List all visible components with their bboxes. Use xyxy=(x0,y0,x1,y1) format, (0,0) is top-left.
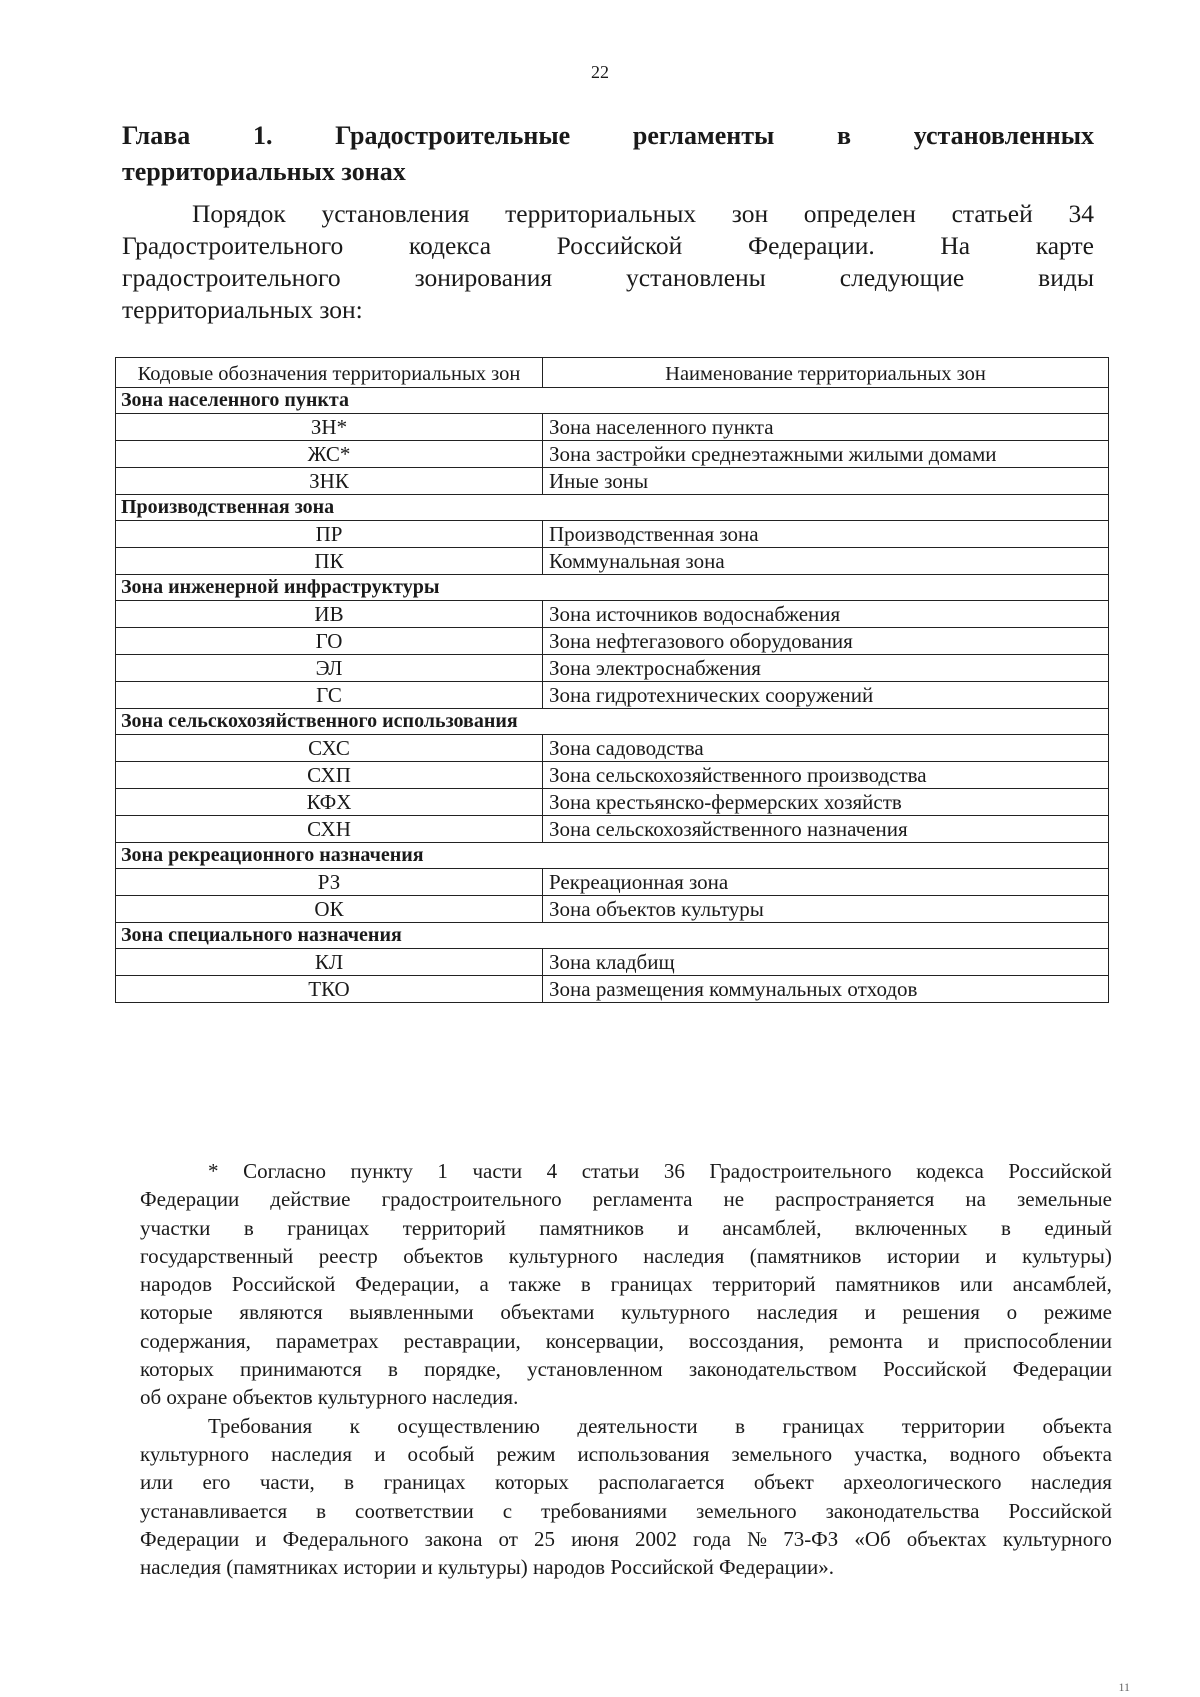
note-word: объекта xyxy=(1042,1413,1112,1438)
note-word: или xyxy=(959,1272,993,1297)
zone-group-title: Зона инженерной инфраструктуры xyxy=(116,575,1109,601)
zone-code: ЭЛ xyxy=(116,655,543,682)
note-word: которых xyxy=(495,1470,569,1495)
intro-word: территориальных xyxy=(505,199,697,228)
zone-name: Зона сельскохозяйственного производства xyxy=(543,762,1109,789)
note-word: и xyxy=(985,1243,997,1268)
note-word: и xyxy=(374,1441,386,1466)
note-word: и xyxy=(677,1215,689,1240)
note-word: (памятников xyxy=(749,1243,862,1268)
note-line xyxy=(140,1214,1112,1242)
zone-group-row xyxy=(116,843,1109,869)
note-word: культуры) xyxy=(1022,1243,1112,1268)
note-word: распространяется xyxy=(775,1187,935,1212)
zone-code: ЗН* xyxy=(116,414,543,441)
note-word: кодекса xyxy=(916,1159,984,1183)
intro-word: следующие xyxy=(839,263,965,292)
note-word: ансамблей, xyxy=(1012,1272,1112,1297)
zone-code: ГО xyxy=(116,628,543,655)
intro-line xyxy=(122,230,1094,262)
note-word: и xyxy=(927,1328,939,1353)
note-word: участка, xyxy=(854,1441,928,1466)
intro-word: кодекса xyxy=(408,231,492,260)
note-word: «Об xyxy=(854,1526,891,1551)
note-word: в xyxy=(243,1215,254,1240)
note-word: воссоздания, xyxy=(688,1328,805,1353)
note-line xyxy=(140,1355,1112,1383)
note-word: принимаются xyxy=(240,1357,362,1382)
note-word: закона xyxy=(424,1526,483,1551)
note-word: на xyxy=(965,1187,986,1212)
zone-code: КФХ xyxy=(116,789,543,816)
note-word: года xyxy=(693,1526,732,1551)
note-word: Федерации xyxy=(140,1187,240,1212)
note-line xyxy=(140,1497,1112,1525)
note-word: наследия xyxy=(643,1243,725,1268)
zone-name: Зона объектов культуры xyxy=(543,896,1109,923)
note-word: градостроительного xyxy=(381,1187,562,1212)
intro-word: виды xyxy=(1038,263,1094,292)
note-word: регламента xyxy=(592,1187,693,1212)
zone-code: СХП xyxy=(116,762,543,789)
table-row xyxy=(116,949,1109,976)
note-word: пункту xyxy=(350,1159,413,1183)
note-word: Российской xyxy=(231,1272,336,1297)
note-word: законодательства xyxy=(825,1498,980,1523)
note-word: наследия xyxy=(1030,1470,1112,1495)
table-row xyxy=(116,789,1109,816)
zone-group-title: Зона специального назначения xyxy=(116,923,1109,949)
zone-name: Производственная зона xyxy=(543,521,1109,548)
note-word: наследия xyxy=(756,1300,838,1325)
note-word: консервации, xyxy=(545,1328,664,1353)
note-word: 25 xyxy=(534,1526,555,1551)
note-word: а xyxy=(479,1272,489,1297)
note-word: в xyxy=(580,1272,591,1297)
intro-line xyxy=(122,198,1094,230)
table-row xyxy=(116,869,1109,896)
note-word: объект xyxy=(753,1470,814,1495)
note-line xyxy=(140,1298,1112,1326)
note-word: в xyxy=(344,1470,355,1495)
intro-line: территориальных зон: xyxy=(122,295,363,324)
note-word: в xyxy=(1001,1215,1011,1240)
zone-name: Зона электроснабжения xyxy=(543,655,1109,682)
note-word: его xyxy=(202,1470,231,1495)
zone-group-row xyxy=(116,388,1109,414)
note-word: устанавливается xyxy=(140,1498,288,1523)
table-row xyxy=(116,735,1109,762)
table-row xyxy=(116,655,1109,682)
zone-group-title: Зона населенного пункта xyxy=(116,388,1109,414)
table-row xyxy=(116,468,1109,495)
note-word: 73-ФЗ xyxy=(783,1526,839,1551)
intro-word: Порядок xyxy=(192,199,286,228)
note-word: Градостроительного xyxy=(709,1159,892,1183)
note-word: особый xyxy=(407,1441,475,1466)
note-word: 36 xyxy=(663,1159,685,1183)
table-row xyxy=(116,682,1109,709)
chapter-word: регламенты xyxy=(632,121,775,150)
note-word: * xyxy=(208,1159,219,1183)
note-word: июня xyxy=(571,1526,619,1551)
note-word: объектами xyxy=(500,1300,595,1325)
table-row xyxy=(116,762,1109,789)
table-row xyxy=(116,601,1109,628)
corner-mark: 11 xyxy=(1118,1680,1130,1694)
note-word: соответствии xyxy=(355,1498,474,1523)
note-word: Федерации, xyxy=(355,1272,460,1297)
note-word: археологического xyxy=(843,1470,1002,1495)
footnote-line: об охране объектов культурного наследия. xyxy=(140,1385,519,1410)
note-word: и xyxy=(255,1526,267,1551)
note-word: порядке, xyxy=(424,1357,501,1382)
note-word: объектов xyxy=(403,1243,484,1268)
chapter-word: Глава xyxy=(122,121,191,150)
note-line xyxy=(140,1468,1112,1496)
note-word: народов xyxy=(140,1272,213,1297)
note-word: Российской xyxy=(1008,1159,1112,1183)
table-header-row xyxy=(116,358,1109,388)
note-word: ремонта xyxy=(829,1328,903,1353)
note-word: режиме xyxy=(1043,1300,1112,1325)
table-row xyxy=(116,628,1109,655)
note-word: границах xyxy=(782,1413,865,1438)
note-word: объекта xyxy=(1042,1441,1112,1466)
zone-name: Зона населенного пункта xyxy=(543,414,1109,441)
note-word: или xyxy=(140,1470,173,1495)
note-word: Требования xyxy=(208,1413,313,1438)
zone-code: ГС xyxy=(116,682,543,709)
intro-word: установления xyxy=(321,199,470,228)
note-word: Федерального xyxy=(282,1526,409,1551)
note-line xyxy=(140,1440,1112,1468)
note-word: Федерации xyxy=(1012,1357,1112,1382)
zone-code: ТКО xyxy=(116,976,543,1003)
note-word: границах xyxy=(383,1470,466,1495)
zone-group-row xyxy=(116,709,1109,735)
note-word: Согласно xyxy=(243,1159,326,1183)
note-word: объектах xyxy=(906,1526,987,1551)
note-line xyxy=(140,1270,1112,1298)
zone-name: Зона кладбищ xyxy=(543,949,1109,976)
chapter-word: в xyxy=(837,121,852,150)
note-word: статьи xyxy=(581,1159,640,1183)
note-word: в xyxy=(735,1413,745,1438)
note-word: территорий xyxy=(712,1272,816,1297)
zone-name: Рекреационная зона xyxy=(543,869,1109,896)
zone-name: Иные зоны xyxy=(543,468,1109,495)
zone-code: КЛ xyxy=(116,949,543,976)
table-row xyxy=(116,548,1109,575)
zone-code: СХС xyxy=(116,735,543,762)
note-word: не xyxy=(723,1187,745,1212)
note-word: к xyxy=(349,1413,360,1438)
note-word: решения xyxy=(902,1300,980,1325)
footnotes xyxy=(140,1157,1112,1581)
chapter-word: Градостроительные xyxy=(335,121,571,150)
note-word: культурного xyxy=(140,1441,249,1466)
note-word: требованиями xyxy=(540,1498,668,1523)
zone-group-title: Производственная зона xyxy=(116,495,1109,521)
chapter-title-line-1 xyxy=(122,118,1094,154)
zone-name: Зона крестьянско-фермерских хозяйств xyxy=(543,789,1109,816)
zone-code: ПК xyxy=(116,548,543,575)
note-word: № xyxy=(747,1526,768,1551)
note-line xyxy=(140,1242,1112,1270)
zone-code: ОК xyxy=(116,896,543,923)
note-word: памятников xyxy=(539,1215,645,1240)
note-word: с xyxy=(502,1498,513,1523)
intro-word: зон xyxy=(731,199,769,228)
header-code: Кодовые обозначения территориальных зон xyxy=(116,358,543,388)
note-word: границах xyxy=(287,1215,370,1240)
zone-name: Зона садоводства xyxy=(543,735,1109,762)
zone-name: Зона нефтегазового оборудования xyxy=(543,628,1109,655)
note-line xyxy=(140,1157,1112,1185)
note-word: Российской xyxy=(883,1357,987,1382)
note-word: являются xyxy=(239,1300,323,1325)
zone-name: Коммунальная зона xyxy=(543,548,1109,575)
intro-paragraph xyxy=(122,198,1094,326)
intro-word: Градостроительного xyxy=(122,231,344,260)
table-row xyxy=(116,816,1109,843)
note-word: включенных xyxy=(855,1215,968,1240)
zone-name: Зона гидротехнических сооружений xyxy=(543,682,1109,709)
zone-group-title: Зона сельскохозяйственного использования xyxy=(116,709,1109,735)
table-row xyxy=(116,414,1109,441)
note-word: в xyxy=(387,1357,398,1382)
note-word: режим xyxy=(496,1441,556,1466)
note-word: о xyxy=(1006,1300,1018,1325)
note-word: в xyxy=(316,1498,327,1523)
note-word: использования xyxy=(577,1441,710,1466)
chapter-word: установленных xyxy=(913,121,1094,150)
note-word: части, xyxy=(259,1470,315,1495)
note-line xyxy=(140,1412,1112,1440)
note-line xyxy=(140,1525,1112,1553)
chapter-title xyxy=(122,118,1094,190)
note-word: которые xyxy=(140,1300,213,1325)
note-word: части xyxy=(472,1159,523,1183)
zone-group-title: Зона рекреационного назначения xyxy=(116,843,1109,869)
note-word: 4 xyxy=(546,1159,558,1183)
intro-word: карте xyxy=(1035,231,1094,260)
page-number: 22 xyxy=(591,62,609,82)
note-word: Федерации xyxy=(140,1526,240,1551)
note-word: наследия xyxy=(271,1441,353,1466)
zones-table xyxy=(115,357,1109,1003)
note-word: которых xyxy=(140,1357,214,1382)
footnote-paragraph xyxy=(140,1157,1112,1383)
note-word: выявленными xyxy=(349,1300,474,1325)
note-word: культурного xyxy=(621,1300,731,1325)
zone-group-row xyxy=(116,495,1109,521)
intro-word: Российской xyxy=(556,231,683,260)
note-word: земельного xyxy=(696,1498,797,1523)
note-word: земельные xyxy=(1017,1187,1112,1212)
intro-word: градостроительного xyxy=(122,263,341,292)
note-word: границах xyxy=(610,1272,693,1297)
note-word: памятников xyxy=(835,1272,941,1297)
table-row xyxy=(116,896,1109,923)
note-word: водного xyxy=(949,1441,1021,1466)
note-word: территорий xyxy=(402,1215,506,1240)
note-word: ансамблей, xyxy=(722,1215,822,1240)
note-word: 2002 xyxy=(634,1526,677,1551)
note-word: культурного xyxy=(508,1243,618,1268)
zone-name: Зона размещения коммунальных отходов xyxy=(543,976,1109,1003)
table-row xyxy=(116,441,1109,468)
zone-code: ЗНК xyxy=(116,468,543,495)
intro-word: На xyxy=(940,231,971,260)
requirements-line: наследия (памятниках истории и культуры) народов Российской Федерации». xyxy=(140,1555,834,1580)
note-word: реестр xyxy=(318,1243,378,1268)
note-word: истории xyxy=(886,1243,960,1268)
note-word: содержания, xyxy=(140,1328,251,1353)
note-word: законодательством xyxy=(688,1357,857,1382)
zone-name: Зона источников водоснабжения xyxy=(543,601,1109,628)
note-word: параметрах xyxy=(275,1328,379,1353)
zone-name: Зона сельскохозяйственного назначения xyxy=(543,816,1109,843)
note-line xyxy=(140,1185,1112,1213)
note-word: от xyxy=(498,1526,518,1551)
requirements-paragraph xyxy=(140,1412,1112,1553)
chapter-title-line-2: территориальных зонах xyxy=(122,157,406,186)
note-word: также xyxy=(508,1272,562,1297)
note-word: установленном xyxy=(527,1357,663,1382)
note-word: приспособлении xyxy=(963,1328,1112,1353)
note-word: реставрации, xyxy=(403,1328,521,1353)
note-word: территории xyxy=(901,1413,1005,1438)
zone-code: РЗ xyxy=(116,869,543,896)
zone-code: СХН xyxy=(116,816,543,843)
zone-group-row xyxy=(116,575,1109,601)
intro-word: определен xyxy=(803,199,916,228)
note-word: действие xyxy=(270,1187,351,1212)
note-word: участки xyxy=(140,1215,211,1240)
intro-line xyxy=(122,262,1094,294)
zone-code: ПР xyxy=(116,521,543,548)
note-line xyxy=(140,1327,1112,1355)
note-word: земельного xyxy=(731,1441,833,1466)
header-name: Наименование территориальных зон xyxy=(543,358,1109,388)
note-word: Российской xyxy=(1008,1498,1112,1523)
zone-name: Зона застройки среднеэтажными жилыми домами xyxy=(543,441,1109,468)
note-word: 1 xyxy=(437,1159,448,1183)
table-row xyxy=(116,976,1109,1003)
table-row xyxy=(116,521,1109,548)
note-word: государственный xyxy=(140,1243,294,1268)
note-word: деятельности xyxy=(577,1413,698,1438)
zone-code: ИВ xyxy=(116,601,543,628)
intro-word: 34 xyxy=(1068,199,1094,228)
note-word: культурного xyxy=(1002,1526,1112,1551)
intro-word: Федерации. xyxy=(747,231,875,260)
zone-group-row xyxy=(116,923,1109,949)
note-word: единый xyxy=(1044,1215,1112,1240)
note-word: и xyxy=(864,1300,876,1325)
note-word: осуществлению xyxy=(397,1413,540,1438)
note-word: располагается xyxy=(598,1470,725,1495)
intro-word: установлены xyxy=(626,263,766,292)
intro-word: зонирования xyxy=(414,263,553,292)
chapter-word: 1. xyxy=(252,121,273,150)
intro-word: статьей xyxy=(951,199,1033,228)
zone-code: ЖС* xyxy=(116,441,543,468)
